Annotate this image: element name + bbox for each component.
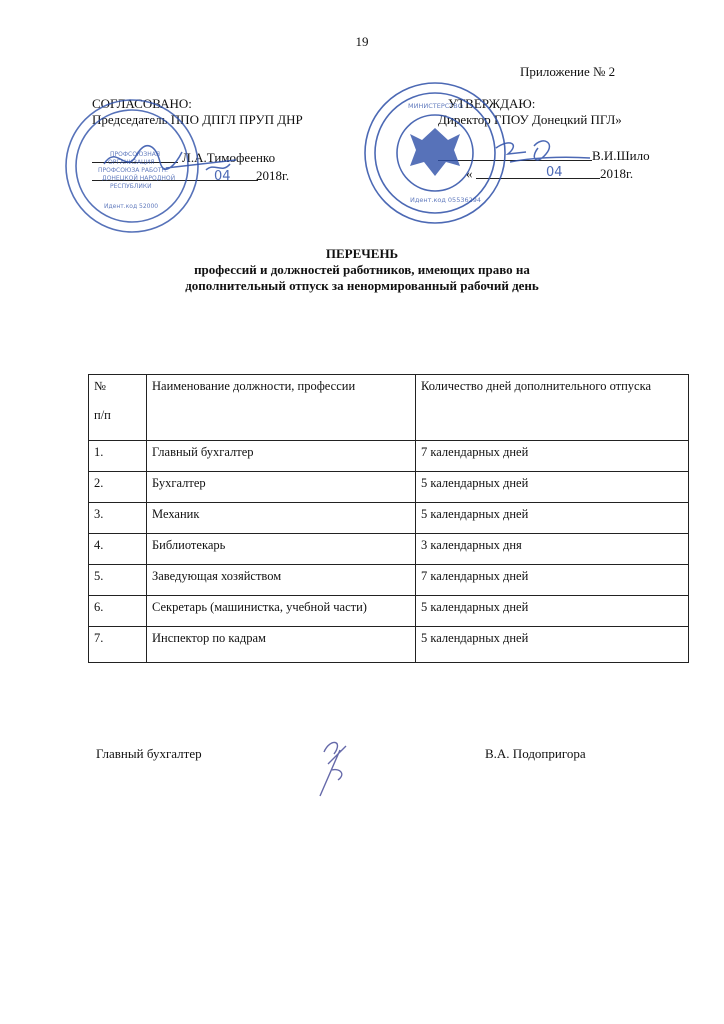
- svg-text:04: 04: [546, 165, 563, 180]
- signature-name: В.А. Подопригора: [485, 746, 586, 761]
- header-number-sign: №: [94, 379, 106, 393]
- row-days: 5 календарных дней: [416, 627, 689, 663]
- row-position: Механик: [147, 503, 416, 534]
- row-position: Библиотекарь: [147, 534, 416, 565]
- approved-signature-icon: [490, 128, 600, 182]
- approved-year: 2018г.: [600, 166, 634, 181]
- table-row: [89, 503, 689, 534]
- approved-name: В.И.Шило: [592, 148, 650, 163]
- appendix-label: Приложение № 2: [520, 64, 616, 79]
- header-number: [89, 375, 147, 441]
- agreed-signature-icon: [96, 134, 246, 184]
- svg-text:МИНИСТЕРСТВО: МИНИСТЕРСТВО: [408, 102, 463, 110]
- svg-text:Идент.код 05536294: Идент.код 05536294: [410, 196, 482, 204]
- row-days: 5 календарных дней: [416, 596, 689, 627]
- table-row: [89, 596, 689, 627]
- table-row: [89, 441, 689, 472]
- svg-text:ПРОФСОЮЗА РАБОТН.: ПРОФСОЮЗА РАБОТН.: [98, 167, 168, 174]
- svg-text:ПРОФСОЮЗНАЯ: ПРОФСОЮЗНАЯ: [110, 151, 161, 158]
- svg-text:04: 04: [214, 169, 231, 184]
- document-title: ПЕРЕЧЕНЬ: [325, 246, 399, 261]
- row-days: 5 календарных дней: [416, 472, 689, 503]
- row-days: 7 календарных дней: [416, 565, 689, 596]
- approved-org: Директор ГПОУ Донецкий ПГЛ»: [438, 112, 622, 127]
- accountant-signature-icon: [310, 724, 360, 800]
- document-subtitle-line1: профессий и должностей работников, имеющих право на: [194, 262, 530, 277]
- row-number: 2.: [89, 472, 147, 503]
- header-position: Наименование должности, профессии: [147, 375, 416, 441]
- row-days: 7 календарных дней: [416, 441, 689, 472]
- page-number: 19: [355, 34, 369, 49]
- table-row: [89, 534, 689, 565]
- svg-text:ОРГАНИЗАЦИЯ: ОРГАНИЗАЦИЯ: [108, 159, 155, 166]
- table-row: [89, 472, 689, 503]
- svg-text:ДОНЕЦКОЙ НАРОДНОЙ: ДОНЕЦКОЙ НАРОДНОЙ: [102, 175, 176, 182]
- row-days: 5 календарных дней: [416, 503, 689, 534]
- row-number: 6.: [89, 596, 147, 627]
- row-position: Главный бухгалтер: [147, 441, 416, 472]
- svg-text:РЕСПУБЛИКИ: РЕСПУБЛИКИ: [110, 183, 152, 190]
- agreed-name: Л.А.Тимофеенко: [182, 150, 276, 165]
- signature-role: Главный бухгалтер: [96, 746, 202, 761]
- table-row: [89, 565, 689, 596]
- agreed-title: СОГЛАСОВАНО:: [92, 96, 192, 111]
- school-stamp-icon: [360, 78, 510, 228]
- row-number: 5.: [89, 565, 147, 596]
- row-number: 7.: [89, 627, 147, 663]
- row-days: 3 календарных дня: [416, 534, 689, 565]
- row-number: 3.: [89, 503, 147, 534]
- svg-text:Идент.код 52000: Идент.код 52000: [104, 203, 159, 210]
- row-position: Заведующая хозяйством: [147, 565, 416, 596]
- row-number: 1.: [89, 441, 147, 472]
- document-subtitle-line2: дополнительный отпуск за ненормированный рабочий день: [185, 278, 539, 293]
- approved-quote: «: [466, 166, 473, 181]
- row-position: Бухгалтер: [147, 472, 416, 503]
- row-position: Инспектор по кадрам: [147, 627, 416, 663]
- row-number: 4.: [89, 534, 147, 565]
- table-row: [89, 627, 689, 663]
- document-title-block: [0, 246, 724, 294]
- agreed-year: 2018г.: [256, 168, 290, 183]
- header-days: Количество дней дополнительного отпуска: [416, 375, 689, 441]
- table-header-row: [89, 375, 689, 441]
- positions-table: [88, 374, 689, 663]
- agreed-org: Председатель ППО ДПГЛ ПРУП ДНР: [92, 112, 303, 127]
- row-position: Секретарь (машинистка, учебной части): [147, 596, 416, 627]
- approved-title: УТВЕРЖДАЮ:: [448, 96, 536, 111]
- header-number-abbr: п/п: [94, 408, 111, 422]
